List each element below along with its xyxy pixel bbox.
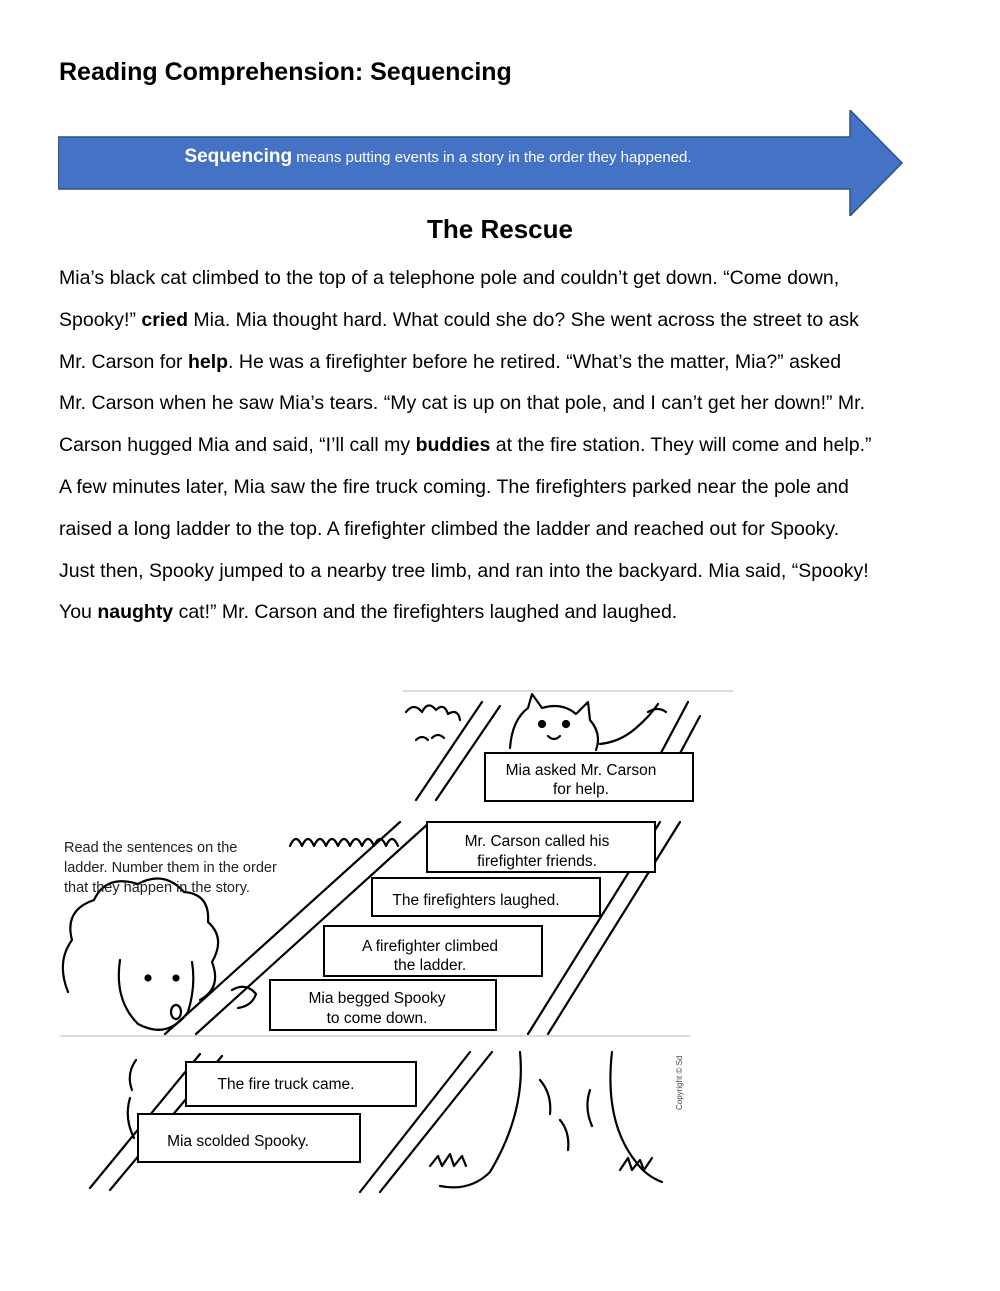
banner-text [58, 146, 818, 169]
step-5-line-2: to come down. [326, 1010, 428, 1027]
story-line [59, 383, 959, 425]
vocabulary-word: naughty [97, 601, 174, 624]
story-line [59, 342, 959, 384]
story-text: Mr. Carson when he saw Mia’s tears. “My cat is up on that pole, and I can’t get her down!” Mr. [59, 392, 866, 415]
story-text: at the fire station. They will come and help.” [490, 434, 872, 457]
story-text: Mr. Carson for [59, 350, 188, 373]
step-6-line-1: The fire truck came. [217, 1076, 355, 1093]
ladder-illustration [0, 680, 1000, 1210]
step-1-line-1: Mia asked Mr. Carson [505, 762, 657, 779]
story-text: Mia’s black cat climbed to the top of a telephone pole and couldn’t get down. “Come down, [59, 267, 840, 289]
instructions-line-1: Read the sentences on the [64, 840, 238, 856]
vocabulary-word: help [187, 350, 229, 373]
story-body [59, 258, 959, 634]
story-text: cat!” Mr. Carson and the firefighters laughed and laughed. [173, 601, 678, 624]
story-text: raised a long ladder to the top. A firefighter climbed the ladder and reached out for Spooky. [59, 517, 840, 540]
story-text: Spooky!” [59, 308, 142, 331]
page-title: Reading Comprehension: Sequencing [59, 58, 512, 86]
story-line [59, 592, 959, 634]
copyright-note: Copyright © Sd [675, 1055, 684, 1110]
step-2-line-2: firefighter friends. [477, 853, 597, 870]
step-4-line-2: the ladder. [393, 957, 467, 974]
story-text: Carson hugged Mia and said, “I’ll call my [59, 434, 416, 457]
story-text: You [59, 601, 98, 624]
banner-definition: means putting events in a story in the order they happened. [296, 149, 692, 166]
story-line [59, 467, 959, 509]
step-2-line-1: Mr. Carson called his [464, 833, 610, 850]
definition-banner [58, 110, 904, 216]
step-7-line-1: Mia scolded Spooky. [167, 1133, 309, 1150]
step-1-line-2: for help. [552, 781, 610, 798]
step-4-line-1: A firefighter climbed [361, 938, 499, 955]
vocabulary-word: buddies [415, 434, 491, 457]
story-text: Mia. Mia thought hard. What could she do? She went across the street to ask [187, 308, 859, 331]
story-text: . He was a firefighter before he retired. “What’s the matter, Mia?” asked [228, 350, 842, 373]
story-line [59, 425, 959, 467]
story-line [59, 551, 959, 593]
step-5-line-1: Mia begged Spooky [308, 990, 446, 1007]
story-text: A few minutes later, Mia saw the fire truck coming. The firefighters parked near the pole and [59, 475, 849, 498]
instructions-line-3: that they happen in the story. [64, 880, 250, 896]
story-line [59, 258, 959, 300]
story-line [59, 509, 959, 551]
story-title: The Rescue [427, 214, 573, 244]
story-line [59, 300, 959, 342]
step-3-line-1: The firefighters laughed. [392, 892, 560, 909]
instructions-line-2: ladder. Number them in the order [64, 860, 277, 876]
vocabulary-word: cried [141, 308, 188, 331]
banner-term: Sequencing [184, 146, 293, 167]
story-text: Just then, Spooky jumped to a nearby tree limb, and ran into the backyard. Mia said, “Spooky! [59, 559, 869, 582]
